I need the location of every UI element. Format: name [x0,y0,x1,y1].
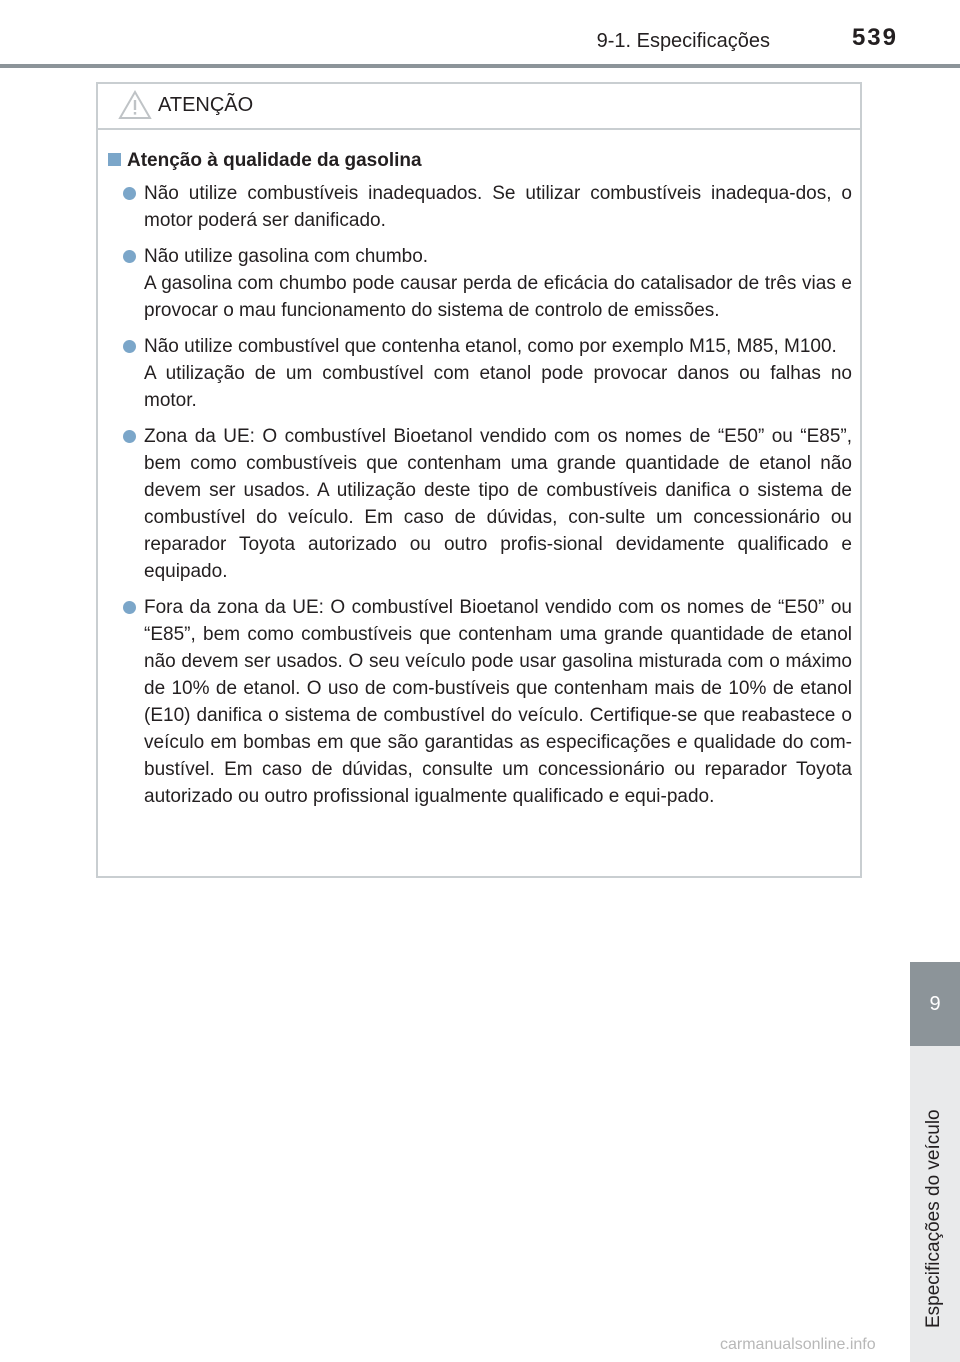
bullet-text: Não utilize combustível que contenha etanol, como por exemplo M15, M85, M100. [144,336,837,357]
list-item [108,180,852,234]
warning-title: ATENÇÃO [158,94,254,116]
bullet-text: Não utilize combustíveis inadequados. Se utilizar combustíveis inadequa-dos, o motor poderá ser danificado. [144,183,852,231]
header-divider [0,64,960,68]
bullet-text: Não utilize gasolina com chumbo. [144,246,429,267]
list-item [108,243,852,324]
bullet-detail: A gasolina com chumbo pode causar perda de eficácia do catalisador de três vias e provocar o mau funcionamento do sistema de controlo de emissões. [144,273,852,321]
list-item [108,594,852,810]
subheading-text: Atenção à qualidade da gasolina [127,150,422,171]
warning-body [98,130,860,810]
chapter-number: 9 [929,992,941,1015]
bullet-text: Zona da UE: O combustível Bioetanol vendido com os nomes de “E50” ou “E85”, bem como combustíveis que contenham uma grande quantidade de etanol não devem ser usados. A utilização deste tipo de combustíveis danifica o sistema de combustível do veículo. Em caso de dúvidas, con-sulte um concessionário ou reparador Toyota autorizado ou outro profis-sional devidamente qualificado e equipado. [144,426,852,582]
warning-box [96,82,862,878]
circle-bullet-icon [123,250,136,263]
circle-bullet-icon [123,601,136,614]
list-item [108,423,852,585]
chapter-tab [910,962,960,1046]
bullet-detail: A utilização de um combustível com etanol pode provocar danos ou falhas no motor. [144,363,852,411]
circle-bullet-icon [123,430,136,443]
bullet-text: Fora da zona da UE: O combustível Bioetanol vendido com os nomes de “E50” ou “E85”, bem como combustíveis que contenham uma grande quantidade de etanol não devem ser usados. O seu veículo pode usar gasolina misturada com o máximo de 10% de etanol. O uso de com-bustíveis que contenham mais de 10% de etanol (E10) danifica o sistema de combustível do veículo. Certifique-se que reabastece o veículo em bombas em que são garantidas as especificações e qualidade do com-bustível. Em caso de dúvidas, consulte um concessionário ou reparador Toyota autorizado ou outro profissional igualmente qualificado e equi-pado. [144,597,852,807]
warning-header [98,84,860,130]
section-title: 9-1. Especificações [596,30,770,52]
subheading [108,148,852,174]
watermark: carmanualsonline.info [720,1336,876,1353]
circle-bullet-icon [123,187,136,200]
chapter-title: Especificações do veículo [923,1109,944,1328]
list-item [108,333,852,414]
square-bullet-icon [108,153,121,166]
page-number: 539 [851,24,898,51]
bullet-list [108,180,852,810]
circle-bullet-icon [123,340,136,353]
warning-triangle-icon [118,90,152,125]
